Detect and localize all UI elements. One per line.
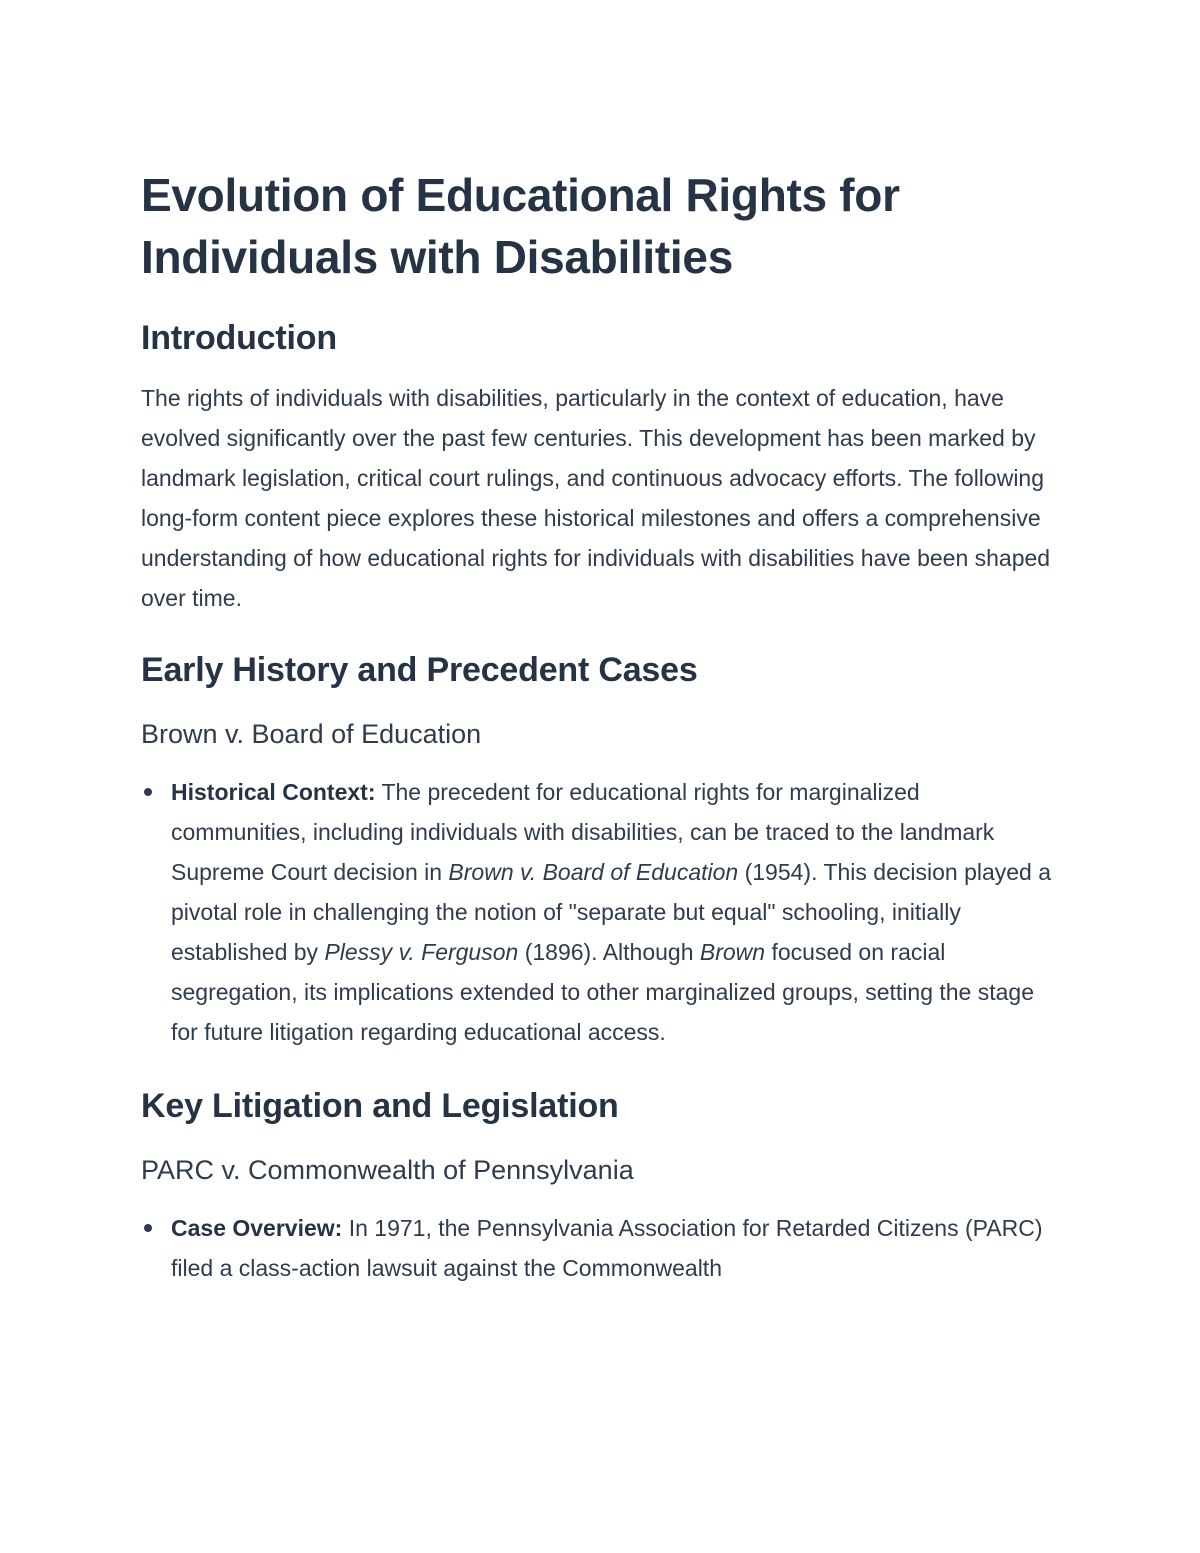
bullet-text: (1896). Although (518, 939, 700, 965)
case-name: Brown (699, 939, 766, 965)
subheading-parc-v-pennsylvania: PARC v. Commonwealth of Pennsylvania (141, 1155, 634, 1185)
bullet-dot-icon (144, 788, 152, 796)
document-title: Evolution of Educational Rights for Individuals with Disabilities (141, 169, 900, 283)
list-item (141, 772, 1061, 1052)
early-history-bullet-list (141, 772, 1061, 1052)
subheading-brown-v-board: Brown v. Board of Education (141, 719, 482, 749)
bullet-dot-icon (144, 1224, 152, 1232)
bullet-label: Historical Context: (171, 779, 376, 805)
section-heading-introduction: Introduction (141, 319, 337, 357)
key-litigation-bullet-list (141, 1208, 1061, 1288)
document-page (141, 164, 1061, 1288)
bullet-text: The precedent for educational rights for marginalized communities, including individuals with disabilities, can be traced to the landmark Supreme Court decision in (171, 779, 995, 885)
bullet-label: Case Overview: (171, 1215, 343, 1241)
bullet-text: focused on racial segregation, its implications extended to other marginalized groups, setting the stage for future litigation regarding educational access. (171, 939, 1035, 1045)
bullet-text: In 1971, the Pennsylvania Association for Retarded Citizens (PARC) filed a class-action lawsuit against the Commonwealth (171, 1215, 1043, 1281)
section-heading-key-litigation: Key Litigation and Legislation (141, 1087, 619, 1125)
introduction-paragraph: The rights of individuals with disabilities, particularly in the context of education, have evolved significantly over the past few centuries. This development has been marked by landmark legislation, critical court rulings, and continuous advocacy efforts. The following long-form content piece explores these historical milestones and offers a comprehensive understanding of how educational rights for individuals with disabilities have been shaped over time. (141, 385, 1051, 611)
case-name: Brown v. Board of Education (448, 859, 739, 885)
case-name: Plessy v. Ferguson (324, 939, 519, 965)
section-heading-early-history: Early History and Precedent Cases (141, 651, 698, 689)
bullet-text: (1954). This decision played a pivotal role in challenging the notion of "separate but equal" schooling, initially established by (171, 859, 1052, 965)
list-item (141, 1208, 1061, 1288)
